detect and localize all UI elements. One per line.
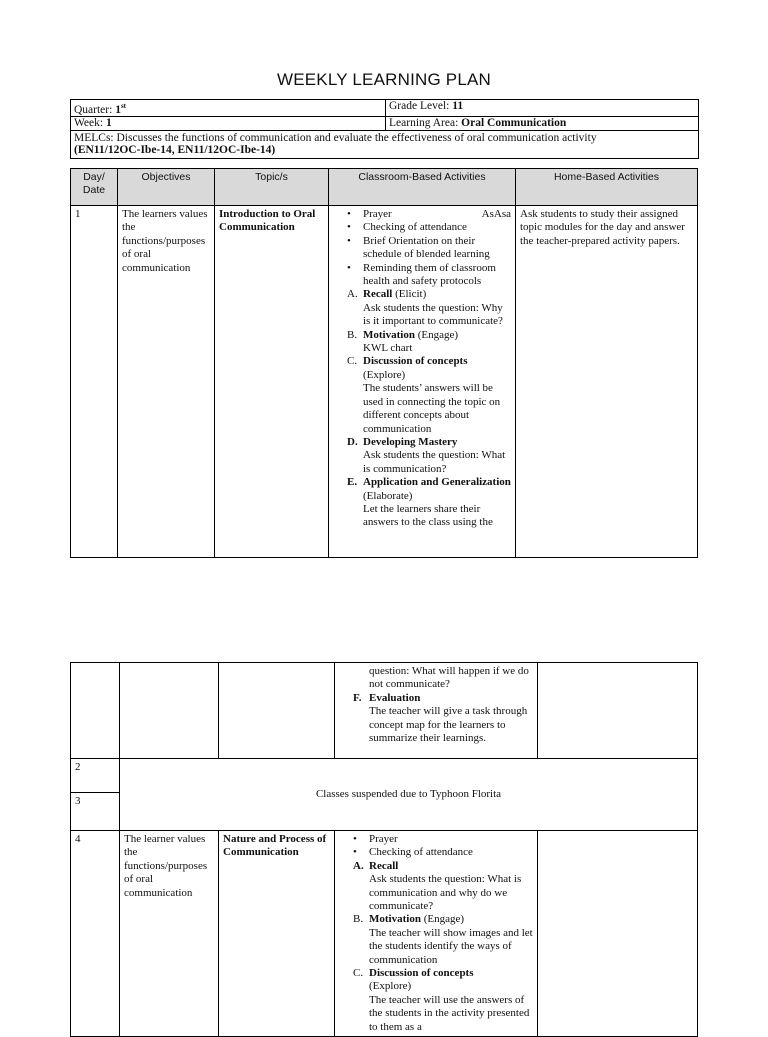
- header-topics: Topic/s: [215, 169, 329, 206]
- classroom-activities-continued: [335, 663, 538, 759]
- quarter-cell: [71, 100, 386, 117]
- melcs-text: MELCs: Discusses the functions of communication and evaluate the effectiveness of oral communication activity: [74, 131, 597, 144]
- day-4-step-recall-text: Ask students the question: What is communication and why do we communicate?: [369, 873, 522, 913]
- header-classroom: Classroom-Based Activities: [329, 169, 516, 206]
- day-4-step-discussion-text: The teacher will use the answers of the students in the activity presented to them as a: [369, 993, 530, 1033]
- home-activities-empty: [538, 663, 698, 759]
- learning-area-cell: [386, 116, 699, 130]
- step-discussion-text: The students’ answers will be used in connecting the topic on different concepts about communication: [363, 382, 501, 435]
- bullet-item: • Checking of attendance: [353, 846, 473, 859]
- step-evaluation: F. Evaluation: [353, 691, 421, 704]
- melcs-cell: [71, 130, 699, 158]
- header-home: Home-Based Activities: [516, 169, 698, 206]
- quarter-sup: st: [120, 102, 127, 110]
- day-4-step-discussion-explore: (Explore): [369, 980, 412, 993]
- bullet-item: • Reminding them of classroom health and safety protocols: [347, 261, 496, 288]
- bullet-item: • Prayer: [353, 833, 398, 845]
- weekly-plan-table: [70, 168, 698, 558]
- step-mastery-text: Ask students the question: What is communication?: [363, 449, 506, 475]
- day-4-cell: 4: [71, 831, 120, 1037]
- step-recall: A. Recall (Elicit): [347, 288, 427, 301]
- suspension-note: Classes suspended due to Typhoon Florita: [120, 759, 698, 831]
- melcs-codes: (EN11/12OC-Ibe-14, EN11/12OC-Ibe-14): [74, 144, 276, 157]
- day-4-home-activities: [538, 831, 698, 1037]
- step-evaluation-text: The teacher will give a task through concept map for the learners to summarize their learnings.: [369, 705, 528, 745]
- bullet-item: • Prayer AsAsa: [347, 208, 511, 220]
- learning-area-value: Oral Communication: [461, 116, 567, 129]
- learning-area-label: Learning Area:: [389, 116, 459, 129]
- week-label: Week:: [74, 116, 104, 129]
- classroom-activities-cell: [329, 206, 516, 558]
- topic-cell-empty: [219, 663, 335, 759]
- week-cell: [71, 116, 386, 130]
- day-4-classroom-activities: [335, 831, 538, 1037]
- day-4-objective: The learner values the functions/purposes of oral communication: [120, 831, 219, 1037]
- step-discussion: C. Discussion of concepts: [347, 355, 468, 368]
- header-objectives: Objectives: [118, 169, 215, 206]
- day-3-cell: 3: [71, 793, 120, 831]
- step-recall-text: Ask students the question: Why is it important to communicate?: [363, 301, 503, 328]
- header-day: Day/ Date: [71, 169, 118, 206]
- day-cell: 1: [71, 206, 118, 558]
- step-discussion-explore: (Explore): [363, 368, 406, 381]
- bullet-item: • Checking of attendance: [347, 221, 467, 234]
- day-cell-empty: [71, 663, 120, 759]
- day-2-cell: 2: [71, 759, 120, 793]
- step-application: E. Application and Generalization: [347, 476, 511, 489]
- day-4-step-recall: A. Recall: [353, 859, 399, 872]
- week-value: 1: [105, 116, 112, 129]
- day-4-step-discussion: C. Discussion of concepts: [353, 967, 474, 980]
- day-4-step-motivation-text: The teacher will show images and let the students identify the ways of communication: [369, 926, 533, 966]
- quarter-value: 1: [115, 103, 121, 116]
- step-mastery: D. Developing Mastery: [347, 435, 458, 448]
- step-application-elaborate: (Elaborate): [363, 489, 413, 502]
- step-application-text: Let the learners share their answers to the class using the: [363, 502, 493, 529]
- quarter-label: Quarter:: [74, 103, 113, 116]
- step-motivation: B. Motivation (Engage): [347, 328, 459, 341]
- grade-cell: [386, 100, 699, 117]
- grade-label: Grade Level:: [389, 100, 450, 112]
- step-motivation-text: KWL chart: [363, 342, 413, 355]
- grade-value: 11: [452, 100, 464, 112]
- plan-info-table: [70, 99, 699, 159]
- page-title: WEEKLY LEARNING PLAN: [276, 70, 492, 89]
- day-4-topic: Nature and Process of Communication: [219, 831, 335, 1037]
- continued-text: question: What will happen if we do not communicate?: [369, 665, 529, 691]
- weekly-plan-table-continued: [70, 662, 698, 1037]
- day-4-step-motivation: B. Motivation (Engage): [353, 913, 465, 926]
- bullet-item: • Brief Orientation on their schedule of blended learning: [347, 234, 490, 261]
- objective-cell: The learners values the functions/purposes of oral communication: [118, 206, 215, 558]
- topic-cell: Introduction to Oral Communication: [215, 206, 329, 558]
- objective-cell-empty: [120, 663, 219, 759]
- home-activities-cell: Ask students to study their assigned topic modules for the day and answer the teacher-prepared activity papers.: [516, 206, 698, 558]
